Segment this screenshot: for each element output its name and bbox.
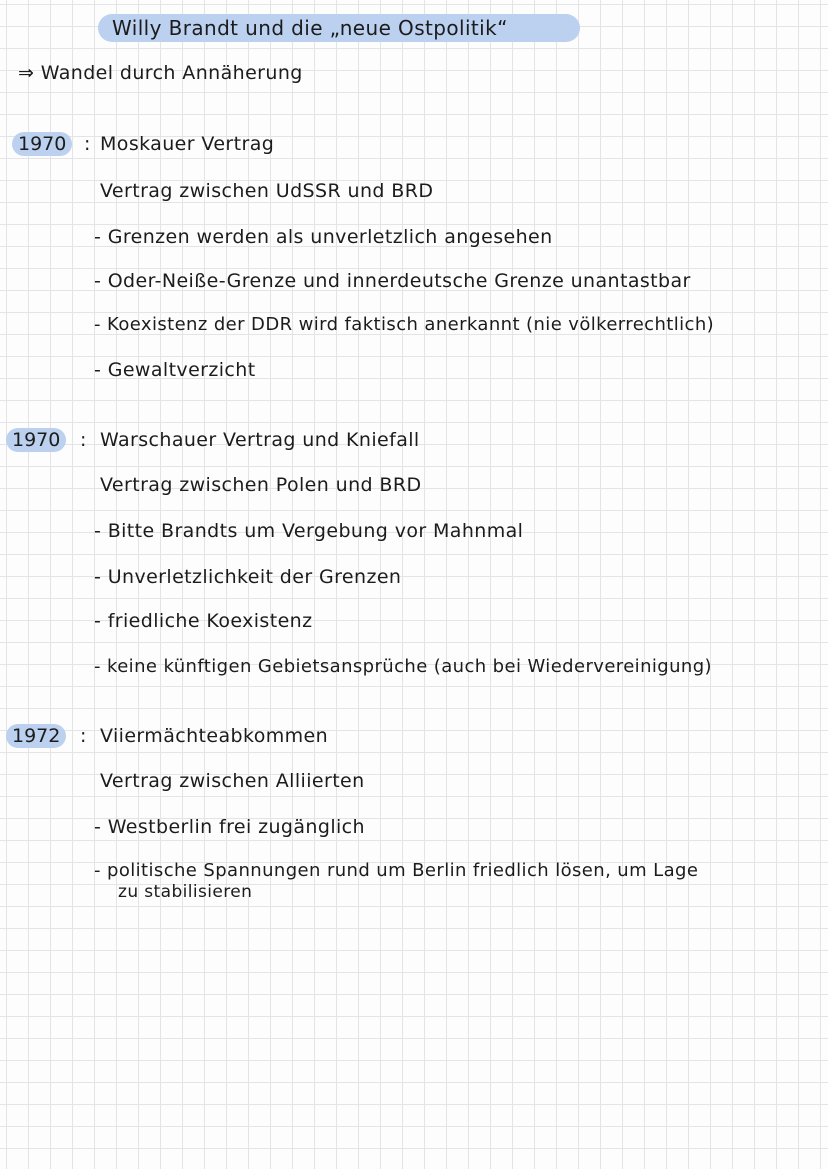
- list-item: - politische Spannungen rund um Berlin friedlich lösen, um Lage: [94, 860, 699, 881]
- section-intro: Vertrag zwischen Alliierten: [100, 770, 365, 792]
- list-item: - Gewaltverzicht: [94, 359, 256, 381]
- section-heading: Viiermächteabkommen: [100, 725, 329, 747]
- year-colon: :: [80, 725, 87, 747]
- list-item: - Koexistenz der DDR wird faktisch anerkannt (nie völkerrechtlich): [94, 314, 715, 335]
- list-item: - keine künftigen Gebietsansprüche (auch bei Wiedervereinigung): [94, 656, 712, 677]
- year-colon: :: [84, 133, 91, 155]
- section-intro: Vertrag zwischen UdSSR und BRD: [100, 180, 434, 202]
- section-intro: Vertrag zwischen Polen und BRD: [100, 474, 422, 496]
- list-item-continuation: zu stabilisieren: [118, 882, 253, 902]
- year-badge: 1972: [6, 724, 66, 748]
- list-item: - friedliche Koexistenz: [94, 610, 313, 632]
- list-item: - Oder-Neiße-Grenze und innerdeutsche Grenze unantastbar: [94, 270, 691, 292]
- page-title: Willy Brandt und die „neue Ostpolitik“: [112, 16, 508, 40]
- section-heading: Warschauer Vertrag und Kniefall: [100, 429, 420, 451]
- section-heading: Moskauer Vertrag: [100, 133, 275, 155]
- year-colon: :: [80, 429, 87, 451]
- year-badge: 1970: [12, 132, 72, 156]
- list-item: - Westberlin frei zugänglich: [94, 816, 365, 838]
- page-subtitle: ⇒ Wandel durch Annäherung: [18, 62, 303, 84]
- year-badge: 1970: [6, 428, 66, 452]
- list-item: - Bitte Brandts um Vergebung vor Mahnmal: [94, 520, 524, 542]
- list-item: - Grenzen werden als unverletzlich angesehen: [94, 226, 553, 248]
- list-item: - Unverletzlichkeit der Grenzen: [94, 566, 402, 588]
